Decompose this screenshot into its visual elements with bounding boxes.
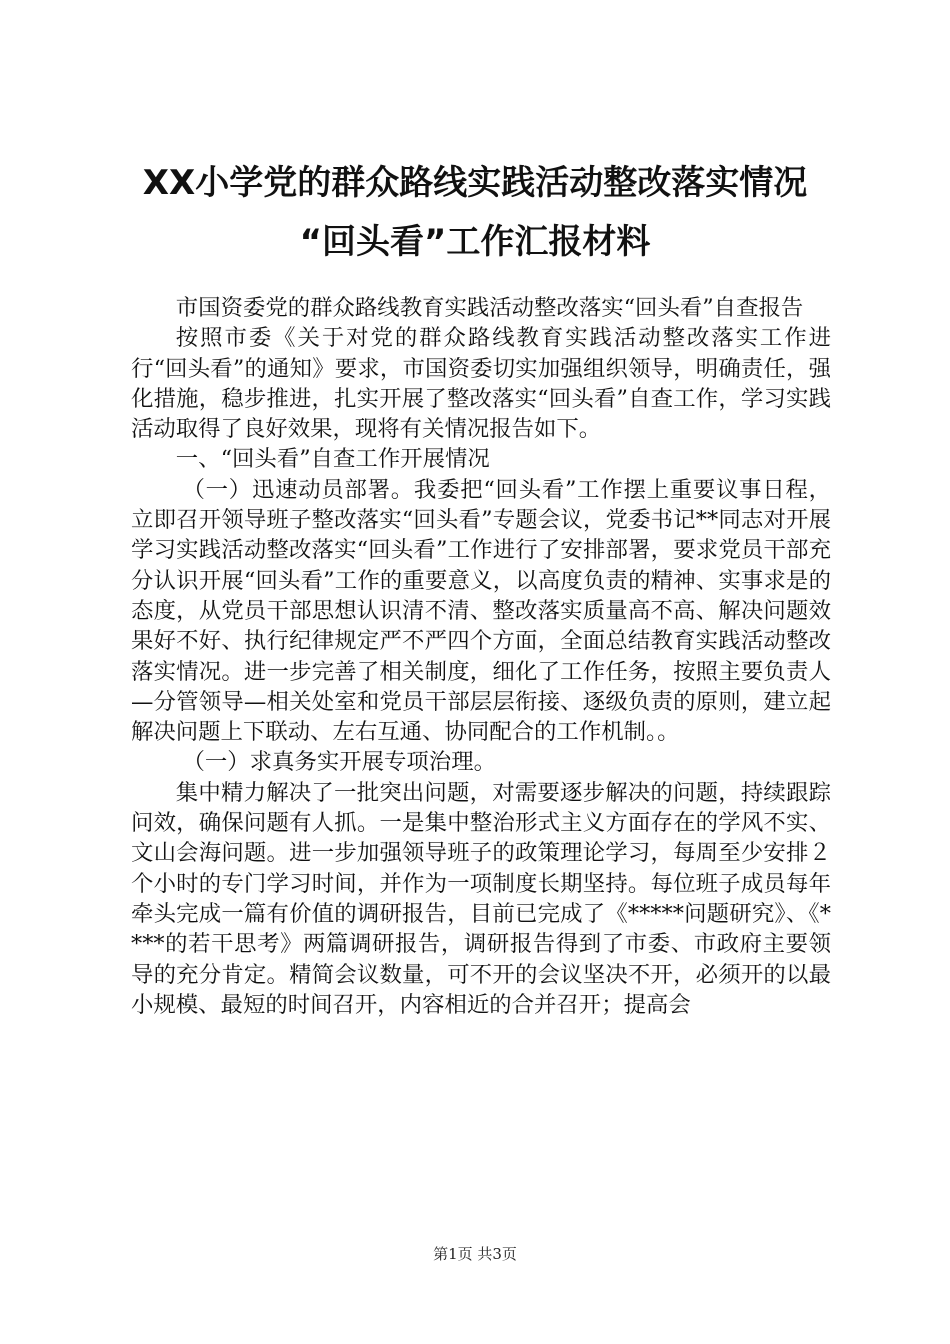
section-heading-1: 一、“回头看”自查工作开展情况 <box>175 446 490 473</box>
subsection-heading: （一）求真务实开展专项治理。 <box>182 749 496 776</box>
document-title-line-1: XX小学党的群众路线实践活动整改落实情况 <box>142 163 808 203</box>
document-title-line-2: “回头看”工作汇报材料 <box>299 222 651 262</box>
paragraph-governance: 集中精力解决了一批突出问题，对需要逐步解决的问题，持续跟踪问效，确保问题有人抓。一是集中整治形式主义方面存在的学风不实、文山会海问题。进一步加强领导班子的政策理论学习，每周至少安排２个小时的专门学习时间，并作为一项制度长期坚持。每位班子成员每年牵头完成一篇有价值的调研报告，目前已完成了《*****问题研究》、《****的若干思考》两篇调研报告，调研报告得到了市委、市政府主要领导的充分肯定。精简会议数量，可不开的会议坚决不开，必须开的以最小规模、最短的时间召开，内容相近的合并召开；提高会 <box>131 779 831 1018</box>
paragraph-intro: 按照市委《关于对党的群众路线教育实践活动整改落实工作进行“回头看”的通知》要求，市国资委切实加强组织领导，明确责任，强化措施，稳步推进，扎实开展了整改落实“回头看”自查工作，学习实践活动取得了良好效果，现将有关情况报告如下。 <box>131 325 831 443</box>
paragraph-mobilization: （一）迅速动员部署。我委把“回头看”工作摆上重要议事日程，立即召开领导班子整改落实“回头看”专题会议，党委书记**同志对开展学习实践活动整改落实“回头看”工作进行了安排部署，要求党员干部充分认识开展“回头看”工作的重要意义，以高度负责的精神、实事求是的态度，从党员干部思想认识清不清、整改落实质量高不高、解决问题效果好不好、执行纪律规定严不严四个方面，全面总结教育实践活动整改落实情况。进一步完善了相关制度，细化了工作任务，按照主要负责人—分管领导—相关处室和党员干部层层衔接、逐级负责的原则，建立起解决问题上下联动、左右互通、协同配合的工作机制。。 <box>131 476 831 746</box>
page-number-footer: 第1页 共3页 <box>433 1245 517 1263</box>
paragraph-report-title: 市国资委党的群众路线教育实践活动整改落实“回头看”自查报告 <box>175 295 804 321</box>
document-body <box>131 293 831 1020</box>
